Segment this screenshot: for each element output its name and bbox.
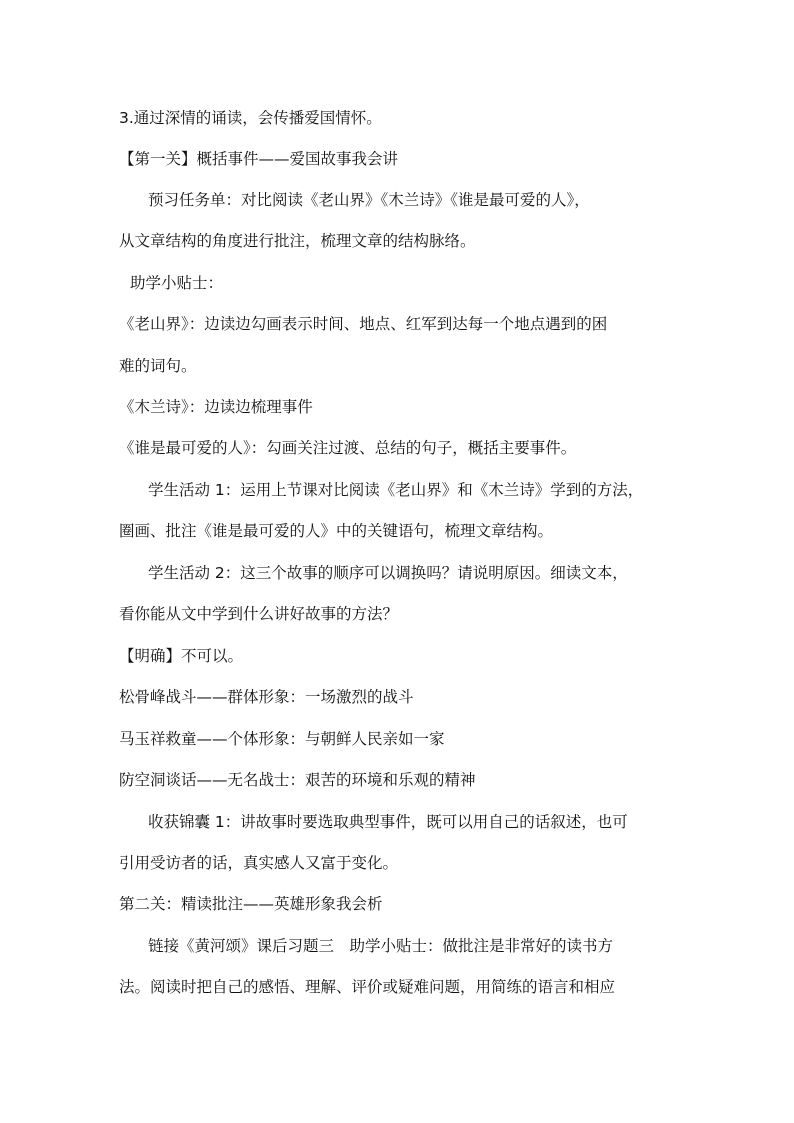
activity-2-line-2: 看你能从文中学到什么讲好故事的方法？ [119, 605, 399, 623]
link-exercise-line-2: 法。阅读时把自己的感悟、理解、评价或疑难问题，用简练的语言和相应 [119, 978, 616, 996]
objective-line: 3.通过深情的诵读，会传播爱国情怀。 [119, 109, 382, 127]
tip-laoshanjie-line-2: 难的词句。 [119, 357, 197, 375]
activity-2-line-1: 学生活动 2：这三个故事的顺序可以调换吗？请说明原因。细读文本， [148, 564, 628, 582]
harvest-tip-line-2: 引用受访者的话，真实感人又富于变化。 [119, 854, 399, 872]
harvest-tip-line-1: 收获锦囊 1：讲故事时要选取典型事件，既可以用自己的话叙述，也可 [148, 813, 628, 831]
section-heading-level-2: 第二关：精读批注——英雄形象我会析 [119, 895, 383, 913]
tip-laoshanjie-line-1: 《老山界》：边读边勾画表示时间、地点、红军到达每一个地点遇到的困 [119, 315, 608, 333]
preview-task-line-1: 预习任务单：对比阅读《老山界》《木兰诗》《谁是最可爱的人》， [148, 191, 590, 209]
link-exercise-line-1: 链接《黄河颂》课后习题三 助学小贴士：做批注是非常好的读书方 [148, 937, 614, 955]
story-item-2: 马玉祥救童——个体形象：与朝鲜人民亲如一家 [119, 730, 445, 748]
tip-mulanshi: 《木兰诗》：边读边梳理事件 [119, 398, 313, 416]
tips-heading: 助学小贴士： [130, 274, 224, 292]
activity-1-line-2: 圈画、批注《谁是最可爱的人》中的关键语句，梳理文章结构。 [119, 522, 554, 540]
story-item-1: 松骨峰战斗——群体形象：一场激烈的战斗 [119, 688, 414, 706]
tip-zuikeai: 《谁是最可爱的人》：勾画关注过渡、总结的句子，概括主要事件。 [119, 439, 577, 457]
activity-1-line-1: 学生活动 1：运用上节课对比阅读《老山界》和《木兰诗》学到的方法， [148, 481, 644, 499]
story-item-3: 防空洞谈话——无名战士：艰苦的环境和乐观的精神 [119, 771, 476, 789]
preview-task-line-2: 从文章结构的角度进行批注，梳理文章的结构脉络。 [119, 232, 476, 250]
answer-heading: 【明确】不可以。 [119, 647, 244, 665]
section-heading-level-1: 【第一关】概括事件——爱国故事我会讲 [119, 150, 399, 168]
